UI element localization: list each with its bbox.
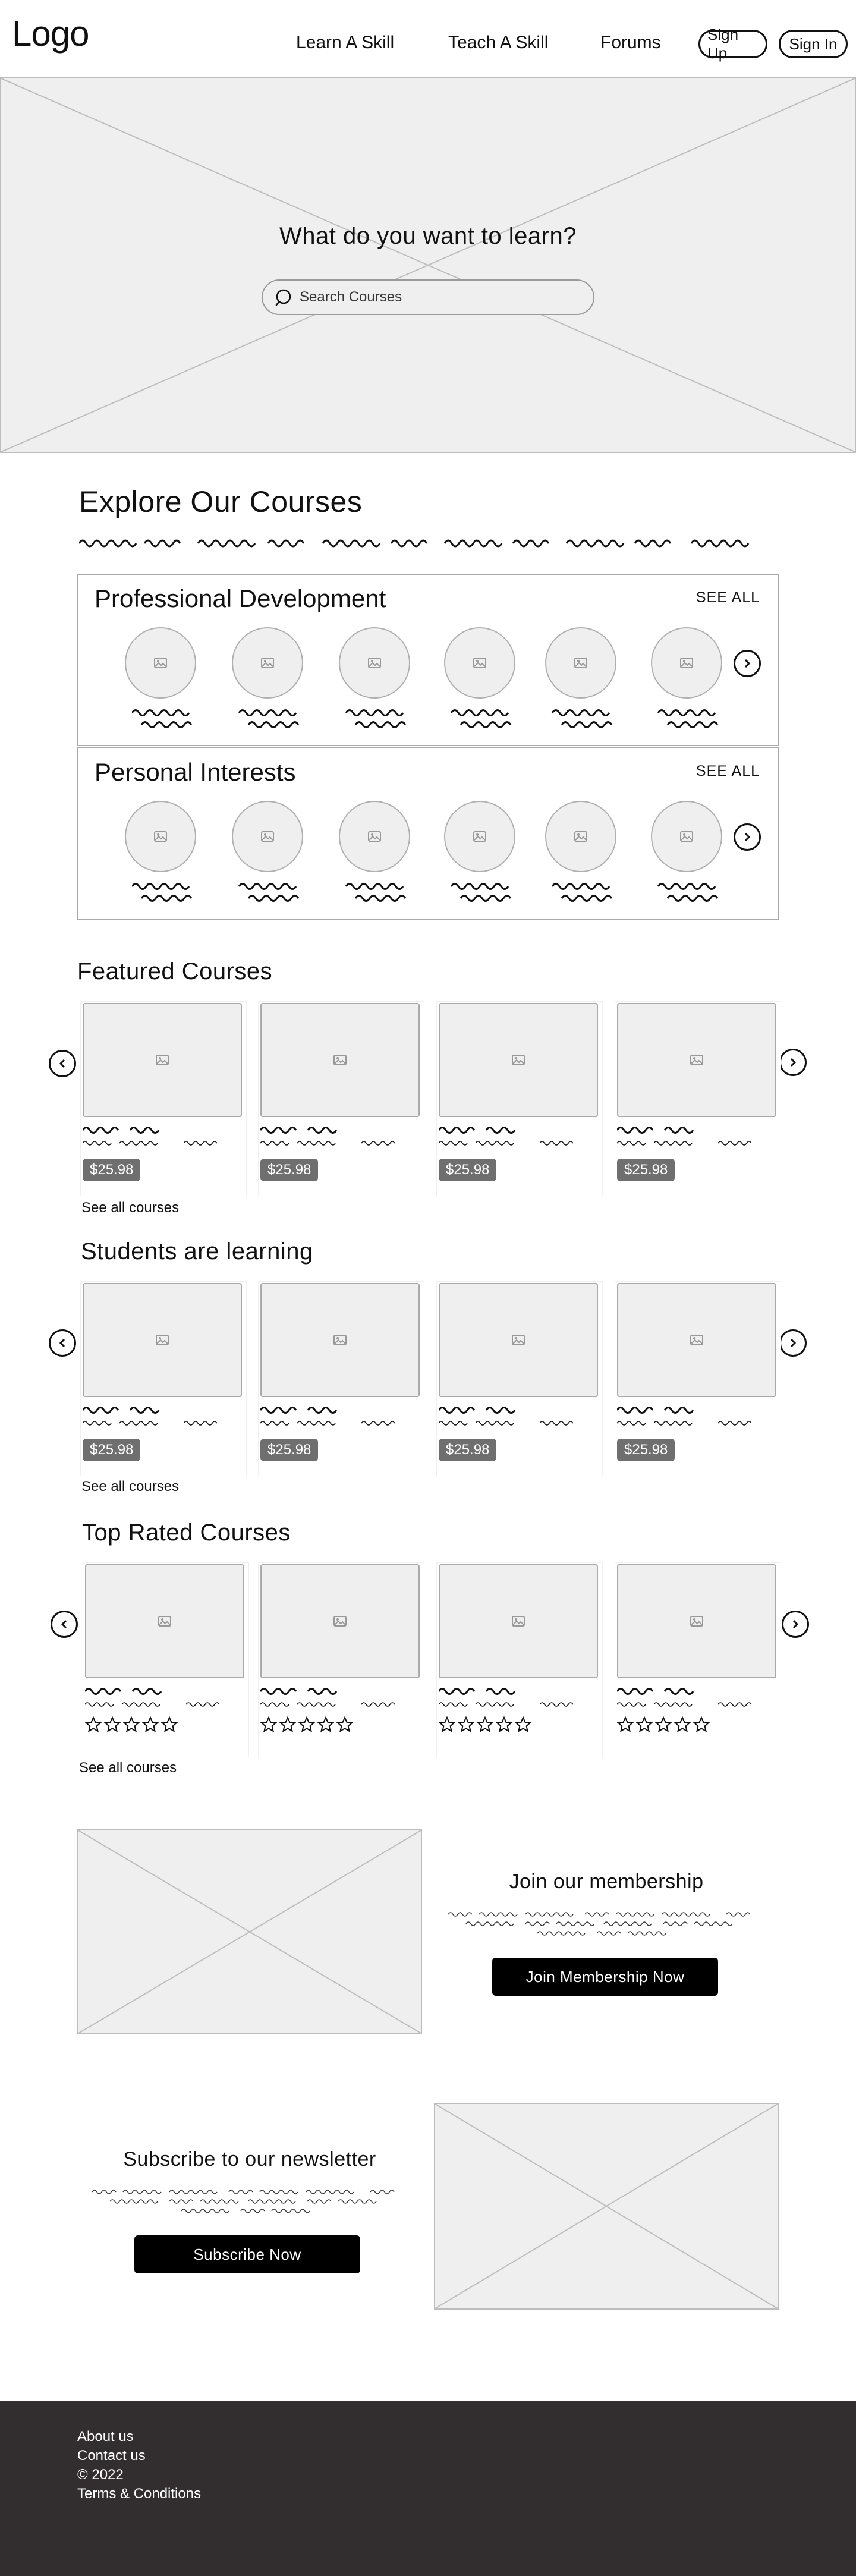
top-rated-see-all-link[interactable]: See all courses xyxy=(79,1760,177,1776)
star-outline-icon xyxy=(85,1716,102,1733)
category-item-thumb[interactable] xyxy=(444,801,515,872)
image-icon xyxy=(473,658,486,668)
image-icon xyxy=(574,658,587,668)
star-outline-icon xyxy=(279,1716,296,1733)
star-outline-icon xyxy=(636,1716,653,1733)
chevron-left-icon xyxy=(58,1338,67,1348)
students-prev-button[interactable] xyxy=(49,1329,76,1357)
star-outline-icon xyxy=(142,1716,159,1733)
course-text-scribble xyxy=(617,1685,772,1709)
category-item-thumb[interactable] xyxy=(125,801,196,872)
image-icon xyxy=(690,1055,703,1065)
category-item-thumb[interactable] xyxy=(339,801,410,872)
image-icon xyxy=(512,1335,525,1345)
star-outline-icon xyxy=(439,1716,455,1733)
logo[interactable]: Logo xyxy=(12,14,89,54)
course-image xyxy=(260,1564,420,1678)
course-price: $25.98 xyxy=(617,1159,675,1181)
course-image xyxy=(260,1003,420,1117)
chevron-right-icon xyxy=(742,659,752,668)
star-outline-icon xyxy=(617,1716,634,1733)
footer-copyright: © 2022 xyxy=(77,2467,124,2483)
nav-learn-a-skill[interactable]: Learn A Skill xyxy=(296,33,395,52)
course-text-scribble xyxy=(617,1404,772,1428)
image-icon xyxy=(574,831,587,842)
search-input[interactable] xyxy=(262,279,594,315)
nav-forums[interactable]: Forums xyxy=(600,33,661,52)
star-outline-icon xyxy=(693,1716,710,1733)
membership-image-placeholder xyxy=(77,1829,422,2034)
course-card[interactable] xyxy=(258,1001,424,1196)
course-text-scribble xyxy=(260,1404,415,1428)
course-text-scribble xyxy=(617,1124,772,1148)
course-card[interactable] xyxy=(436,1001,603,1196)
course-card[interactable] xyxy=(258,1562,424,1757)
chevron-left-icon xyxy=(58,1059,67,1068)
course-text-scribble xyxy=(260,1124,415,1148)
category-title: Personal Interests xyxy=(95,758,296,786)
category-item-thumb[interactable] xyxy=(444,627,515,699)
chevron-right-icon xyxy=(742,832,752,842)
star-outline-icon xyxy=(123,1716,140,1733)
course-price: $25.98 xyxy=(83,1159,140,1181)
star-outline-icon xyxy=(161,1716,178,1733)
newsletter-title: Subscribe to our newsletter xyxy=(123,2148,376,2171)
course-text-scribble xyxy=(85,1685,240,1709)
chevron-right-icon xyxy=(788,1058,798,1067)
course-image xyxy=(83,1003,242,1117)
membership-title: Join our membership xyxy=(509,1870,704,1893)
course-price: $25.98 xyxy=(260,1159,318,1181)
image-icon xyxy=(333,1616,347,1627)
see-all-link[interactable]: SEE ALL xyxy=(696,589,760,606)
course-card[interactable] xyxy=(80,1001,247,1196)
explore-title: Explore Our Courses xyxy=(79,485,363,518)
featured-next-button[interactable] xyxy=(779,1049,807,1076)
course-text-scribble xyxy=(439,1404,593,1428)
course-image xyxy=(617,1564,776,1678)
sign-in-button[interactable]: Sign In xyxy=(779,30,848,58)
course-card[interactable] xyxy=(615,1281,781,1476)
star-outline-icon xyxy=(104,1716,121,1733)
subscribe-button[interactable]: Subscribe Now xyxy=(134,2235,360,2273)
course-price: $25.98 xyxy=(439,1439,496,1461)
image-icon xyxy=(512,1616,525,1627)
image-icon xyxy=(512,1055,525,1065)
course-text-scribble xyxy=(260,1685,415,1709)
featured-title: Featured Courses xyxy=(77,958,273,985)
star-outline-icon xyxy=(260,1716,277,1733)
category-next-button[interactable] xyxy=(734,650,761,677)
star-outline-icon xyxy=(458,1716,474,1733)
category-item-thumb[interactable] xyxy=(125,627,196,699)
top-rated-prev-button[interactable] xyxy=(51,1611,78,1638)
image-icon xyxy=(690,1335,703,1345)
category-item-thumb[interactable] xyxy=(545,801,616,872)
image-icon xyxy=(333,1055,347,1065)
course-text-scribble xyxy=(83,1404,237,1428)
category-item-thumb[interactable] xyxy=(232,627,303,699)
course-image xyxy=(617,1283,776,1397)
hero-image-placeholder xyxy=(0,77,856,453)
category-item-thumb[interactable] xyxy=(232,801,303,872)
course-image xyxy=(85,1564,244,1678)
chevron-left-icon xyxy=(59,1619,69,1629)
image-icon xyxy=(154,658,167,668)
see-all-link[interactable]: SEE ALL xyxy=(696,763,760,779)
star-outline-icon xyxy=(317,1716,334,1733)
star-outline-icon xyxy=(336,1716,353,1733)
course-price: $25.98 xyxy=(617,1439,675,1461)
course-price: $25.98 xyxy=(83,1439,140,1461)
image-icon xyxy=(368,831,381,842)
course-text-scribble xyxy=(439,1124,593,1148)
image-icon xyxy=(690,1616,703,1627)
join-membership-button[interactable]: Join Membership Now xyxy=(492,1958,718,1996)
image-icon xyxy=(156,1335,169,1345)
category-item-thumb[interactable] xyxy=(339,627,410,699)
course-card[interactable] xyxy=(615,1562,781,1757)
category-item-scribbles xyxy=(132,880,726,904)
course-card[interactable] xyxy=(80,1281,247,1476)
image-icon xyxy=(680,658,693,668)
membership-description-scribble xyxy=(448,1910,763,1939)
course-card[interactable] xyxy=(615,1001,781,1196)
course-image xyxy=(439,1564,598,1678)
category-item-thumb[interactable] xyxy=(545,627,616,699)
star-rating[interactable] xyxy=(439,1716,531,1733)
image-icon xyxy=(333,1335,347,1345)
image-icon xyxy=(261,831,274,842)
course-image xyxy=(83,1283,242,1397)
explore-subtitle-scribble xyxy=(79,534,751,549)
nav-teach-a-skill[interactable]: Teach A Skill xyxy=(448,33,549,52)
category-item-thumb[interactable] xyxy=(651,627,722,699)
search-icon xyxy=(275,288,295,308)
students-next-button[interactable] xyxy=(779,1329,807,1357)
image-icon xyxy=(154,831,167,842)
category-title: Professional Development xyxy=(95,584,386,612)
course-image xyxy=(617,1003,776,1117)
course-image xyxy=(260,1283,420,1397)
featured-see-all-link[interactable]: See all courses xyxy=(81,1200,180,1216)
image-icon xyxy=(158,1616,171,1627)
image-icon xyxy=(473,831,486,842)
students-title: Students are learning xyxy=(81,1238,313,1265)
footer-contact-us-link[interactable]: Contact us xyxy=(77,2448,146,2464)
star-rating[interactable] xyxy=(617,1716,710,1733)
star-outline-icon xyxy=(655,1716,672,1733)
newsletter-description-scribble xyxy=(92,2187,407,2217)
star-outline-icon xyxy=(496,1716,512,1733)
newsletter-image-placeholder xyxy=(434,2103,779,2310)
footer-terms-link[interactable]: Terms & Conditions xyxy=(77,2486,202,2502)
star-rating[interactable] xyxy=(85,1716,178,1733)
course-price: $25.98 xyxy=(260,1439,318,1461)
star-outline-icon xyxy=(515,1716,531,1733)
image-icon xyxy=(156,1055,169,1065)
students-see-all-link[interactable]: See all courses xyxy=(81,1479,180,1495)
footer-about-us-link[interactable]: About us xyxy=(77,2429,134,2445)
top-rated-title: Top Rated Courses xyxy=(82,1520,291,1546)
sign-up-button[interactable]: Sign Up xyxy=(698,30,767,58)
category-item-thumb[interactable] xyxy=(651,801,722,872)
star-outline-icon xyxy=(298,1716,315,1733)
course-image xyxy=(439,1283,598,1397)
image-icon xyxy=(261,658,274,668)
image-icon xyxy=(680,831,693,842)
chevron-right-icon xyxy=(788,1338,798,1348)
course-card[interactable] xyxy=(436,1281,603,1476)
star-rating[interactable] xyxy=(260,1716,353,1733)
top-rated-next-button[interactable] xyxy=(782,1611,809,1638)
course-card[interactable] xyxy=(436,1562,603,1757)
course-image xyxy=(439,1003,598,1117)
hero-title: What do you want to learn? xyxy=(279,223,577,249)
category-item-scribbles xyxy=(132,707,726,731)
course-text-scribble xyxy=(83,1124,237,1148)
category-personal-interests xyxy=(77,747,779,920)
course-card[interactable] xyxy=(258,1281,424,1476)
featured-prev-button[interactable] xyxy=(49,1050,76,1077)
star-outline-icon xyxy=(477,1716,493,1733)
image-icon xyxy=(368,658,381,668)
star-outline-icon xyxy=(674,1716,691,1733)
course-card[interactable] xyxy=(83,1562,249,1757)
course-text-scribble xyxy=(439,1685,593,1709)
category-next-button[interactable] xyxy=(734,823,761,851)
course-price: $25.98 xyxy=(439,1159,496,1181)
chevron-right-icon xyxy=(791,1619,800,1629)
category-professional-development xyxy=(77,574,779,746)
search-placeholder: Search Courses xyxy=(300,289,402,305)
